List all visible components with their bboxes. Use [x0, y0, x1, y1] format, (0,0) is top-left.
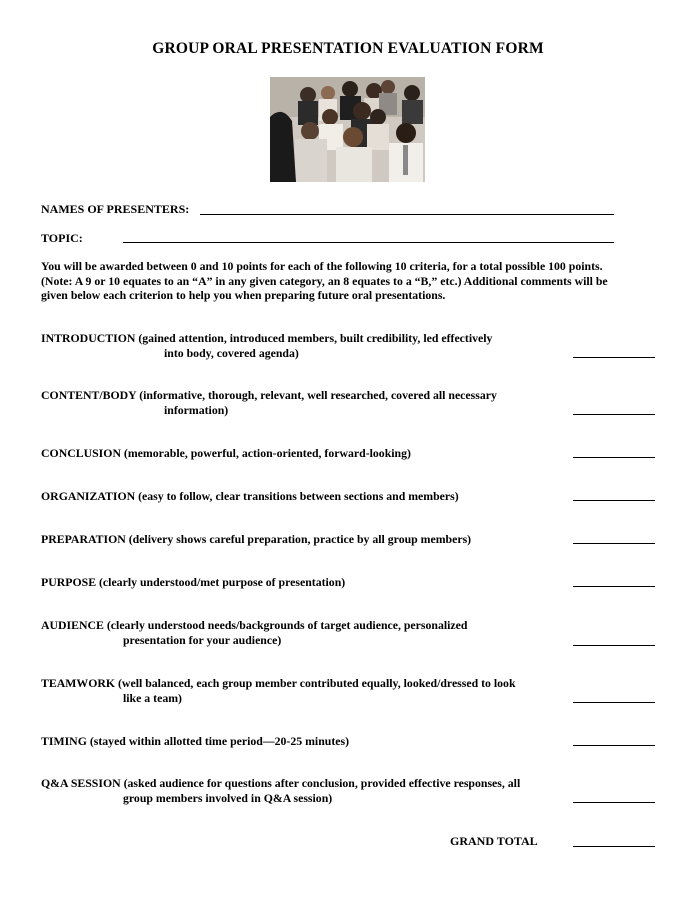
criterion-text: TEAMWORK (well balanced, each group member contributed equally, looked/dressed to look [41, 676, 516, 690]
score-line-organization[interactable] [573, 500, 655, 501]
instructions-line-3: given below each criterion to help you when preparing future oral presentations. [41, 288, 446, 302]
criterion-organization [41, 489, 459, 504]
grand-total-line[interactable] [573, 846, 655, 847]
criterion-teamwork [41, 676, 516, 706]
topic-line[interactable] [123, 242, 614, 243]
criterion-text: AUDIENCE (clearly understood needs/backgrounds of target audience, personalized [41, 618, 468, 632]
score-line-teamwork[interactable] [573, 702, 655, 703]
audience-photo [270, 77, 425, 182]
criterion-text-cont: group members involved in Q&A session) [123, 791, 333, 805]
score-line-audience[interactable] [573, 645, 655, 646]
criterion-text: INTRODUCTION (gained attention, introduced members, built credibility, led effectively [41, 331, 493, 345]
score-line-purpose[interactable] [573, 586, 655, 587]
score-line-timing[interactable] [573, 745, 655, 746]
instructions-line-2: (Note: A 9 or 10 equates to an “A” in any given category, an 8 equates to a “B,” etc.) Additional comments will be [41, 273, 608, 288]
criterion-text: ORGANIZATION (easy to follow, clear transitions between sections and members) [41, 489, 459, 503]
criterion-content-body [41, 388, 497, 418]
instructions-line-1: You will be awarded between 0 and 10 points for each of the following 10 criteria, for a total possible 100 points. [41, 259, 603, 273]
criterion-text-cont: like a team) [123, 691, 182, 705]
criterion-text: PURPOSE (clearly understood/met purpose of presentation) [41, 575, 346, 589]
criterion-text: PREPARATION (delivery shows careful preparation, practice by all group members) [41, 532, 472, 546]
score-line-qa-session[interactable] [573, 802, 655, 803]
presenters-line[interactable] [200, 214, 614, 215]
criterion-text: CONCLUSION (memorable, powerful, action-oriented, forward-looking) [41, 446, 411, 460]
topic-label: TOPIC: [41, 231, 83, 245]
criterion-text-cont: information) [164, 403, 229, 417]
criterion-text: Q&A SESSION (asked audience for questions after conclusion, provided effective responses, all [41, 776, 521, 790]
presenters-label: NAMES OF PRESENTERS: [41, 202, 190, 216]
grand-total-label: GRAND TOTAL [450, 834, 538, 848]
instructions [41, 259, 661, 303]
criterion-introduction [41, 331, 492, 361]
criterion-preparation [41, 532, 471, 547]
audience-photo-image [270, 77, 425, 182]
criterion-text-cont: into body, covered agenda) [164, 346, 299, 360]
score-line-preparation[interactable] [573, 543, 655, 544]
criterion-text: CONTENT/BODY (informative, thorough, relevant, well researched, covered all necessary [41, 388, 497, 402]
score-line-conclusion[interactable] [573, 457, 655, 458]
score-line-introduction[interactable] [573, 357, 655, 358]
criterion-text: TIMING (stayed within allotted time period—20-25 minutes) [41, 734, 350, 748]
form-title: GROUP ORAL PRESENTATION EVALUATION FORM [152, 40, 544, 57]
criterion-audience [41, 618, 467, 648]
score-line-content-body[interactable] [573, 414, 655, 415]
criterion-timing [41, 734, 349, 749]
criterion-text-cont: presentation for your audience) [123, 633, 282, 647]
criterion-qa-session [41, 776, 520, 806]
criterion-purpose [41, 575, 345, 590]
criterion-conclusion [41, 446, 411, 461]
